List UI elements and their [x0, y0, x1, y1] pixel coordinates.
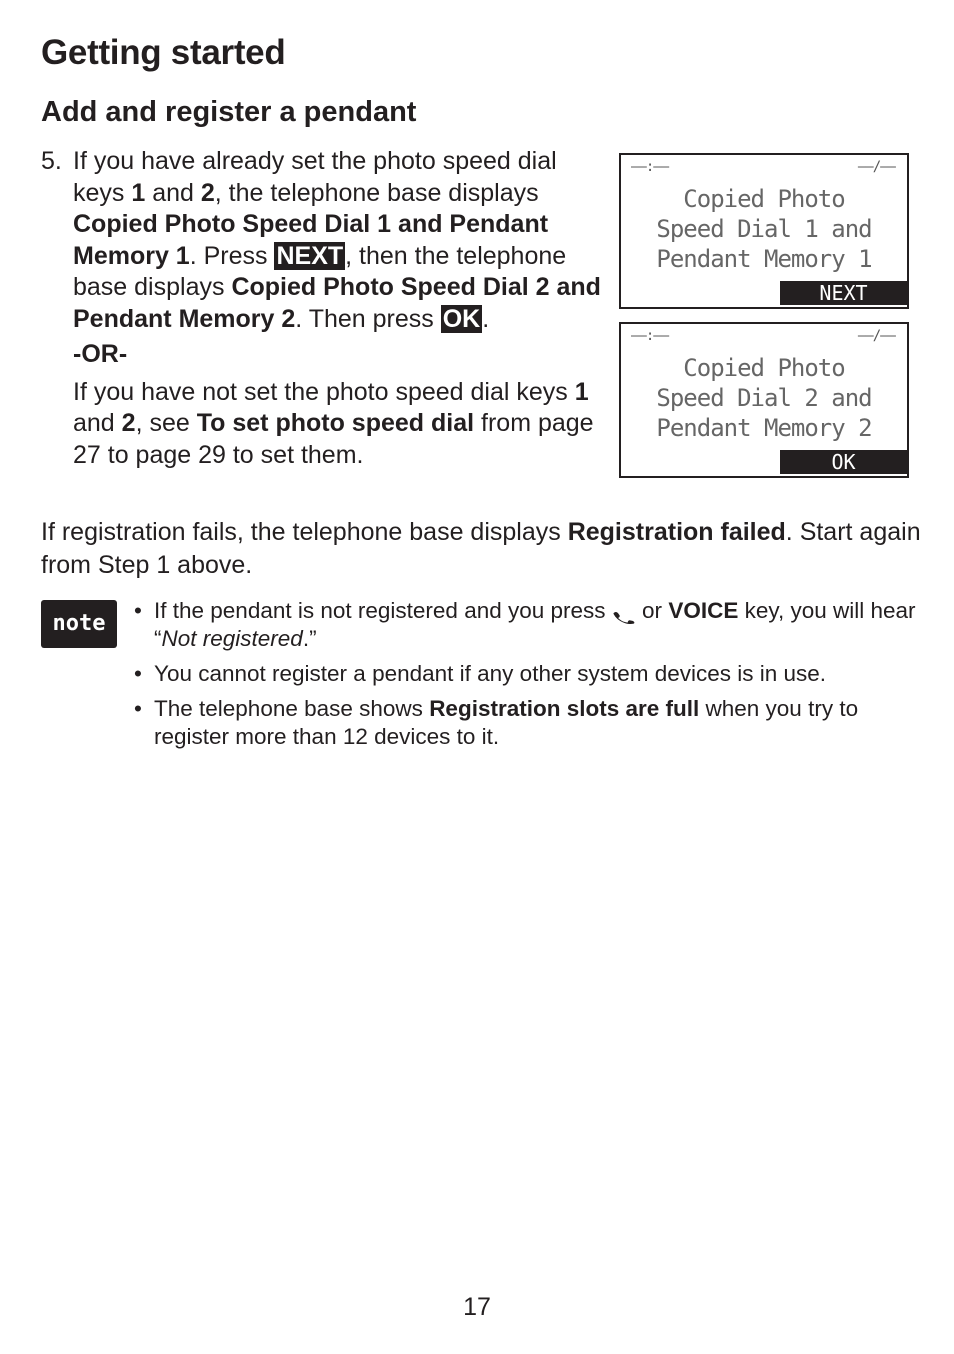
lcd-line-1: Copied Photo — [683, 354, 845, 382]
text: , see — [135, 409, 197, 437]
key-1: 1 — [131, 178, 146, 207]
note-list — [134, 597, 924, 758]
lcd-screen-2 — [619, 322, 909, 478]
note-item — [134, 695, 924, 751]
page-number: 17 — [463, 1293, 491, 1321]
text: . — [482, 304, 490, 333]
cross-reference: To set photo speed dial — [196, 409, 475, 437]
next-key-label: NEXT — [276, 241, 344, 270]
text: or — [635, 598, 669, 623]
text: You cannot register a pendant if any other system devices is in use. — [154, 661, 827, 686]
lcd-line-3: Pendant Memory 1 — [656, 245, 872, 273]
text: key, you will hear “ — [154, 598, 916, 651]
note-item — [134, 660, 924, 688]
text: when you try to register more than 12 devices to it. — [154, 696, 859, 749]
step-paragraph-2 — [73, 377, 611, 472]
registration-failed-paragraph — [41, 516, 921, 582]
key-2: 2 — [121, 409, 136, 437]
voice-key: VOICE — [668, 598, 739, 623]
voice-prompt: Not registered — [161, 626, 303, 651]
status-date: ——/—— — [857, 159, 895, 175]
key-1: 1 — [574, 377, 589, 406]
text: and — [73, 409, 122, 437]
step-5 — [41, 146, 611, 471]
step-number: 5. — [41, 147, 62, 175]
text: If the pendant is not registered and you press — [154, 598, 612, 623]
text: . Start again from Step 1 above. — [41, 518, 921, 579]
lcd-line-1: Copied Photo — [683, 185, 845, 213]
text: .” — [302, 626, 317, 651]
text: . Press — [189, 241, 275, 270]
text: from page 27 to page 29 to set them. — [73, 409, 594, 469]
status-time: ——:—— — [631, 159, 669, 175]
step-paragraph-1 — [73, 146, 611, 335]
text: If registration fails, the telephone base displays — [41, 518, 568, 546]
text: . Then press — [295, 304, 441, 333]
text: If you have not set the photo speed dial keys — [73, 377, 575, 406]
ok-softkey: OK — [780, 450, 907, 474]
key-2: 2 — [200, 178, 215, 207]
status-time: ——:—— — [631, 328, 669, 344]
status-date: ——/—— — [857, 328, 895, 344]
text: and — [145, 178, 201, 207]
section-heading: Add and register a pendant — [41, 96, 417, 128]
page-title: Getting started — [41, 33, 286, 72]
bullet: • — [134, 696, 142, 721]
note-item — [134, 597, 924, 653]
phone-icon — [612, 604, 636, 620]
bullet: • — [134, 598, 142, 623]
text: , the telephone base displays — [214, 178, 539, 207]
next-softkey: NEXT — [780, 281, 907, 305]
bullet: • — [134, 661, 142, 686]
lcd-line-3: Pendant Memory 2 — [656, 414, 872, 442]
lcd-line-2: Speed Dial 1 and — [656, 215, 872, 243]
text: , then the telephone base displays — [73, 241, 567, 301]
lcd-line-2: Speed Dial 2 and — [656, 384, 872, 412]
ok-key-label: OK — [442, 304, 481, 333]
screen-message: Registration failed — [567, 518, 786, 546]
screen-message-1: Copied Photo Speed Dial 1 and Pendant Memory 1 — [73, 210, 549, 270]
screen-message: Registration slots are full — [429, 696, 700, 721]
note-badge: note — [41, 600, 117, 648]
or-divider: -OR- — [73, 340, 128, 368]
lcd-screen-1 — [619, 153, 909, 309]
text: If you have already set the photo speed dial keys — [73, 147, 557, 207]
screen-message-2: Copied Photo Speed Dial 2 and Pendant Memory 2 — [73, 273, 601, 333]
step-body — [73, 146, 611, 471]
text: The telephone base shows — [154, 696, 430, 721]
